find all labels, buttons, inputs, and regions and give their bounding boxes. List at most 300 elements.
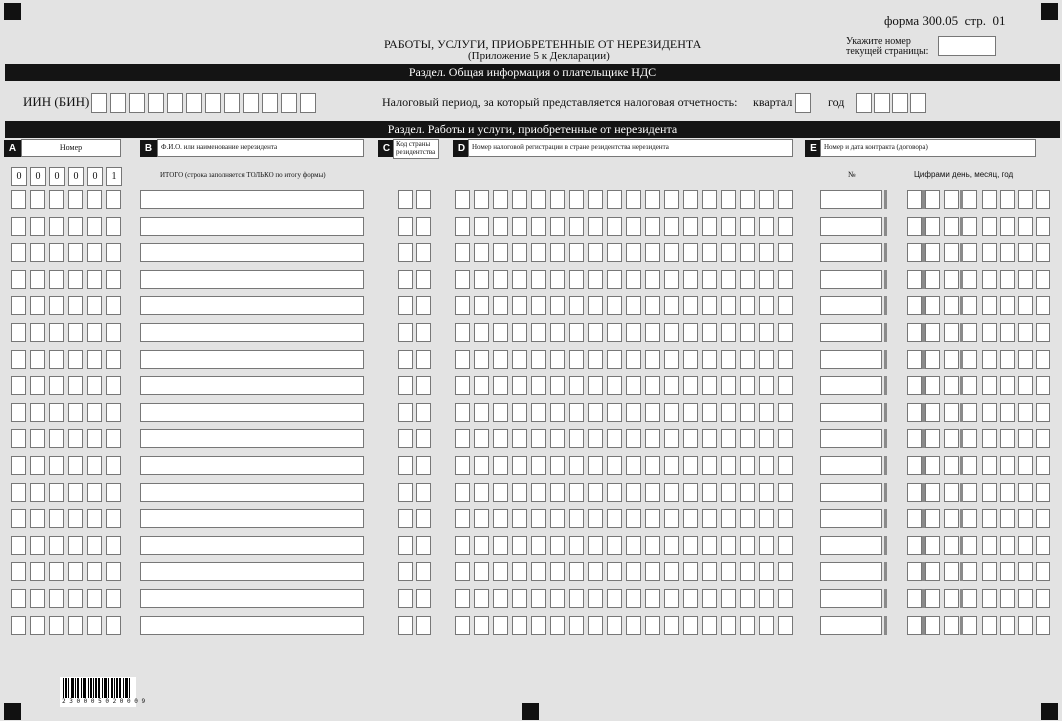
tax-registration-cell[interactable] <box>512 217 527 236</box>
contract-date-cell[interactable] <box>1036 270 1050 289</box>
row-number-cell[interactable] <box>87 270 102 289</box>
tax-registration-cell[interactable] <box>626 217 641 236</box>
contract-date-cell[interactable] <box>925 323 940 342</box>
contract-date-cell[interactable] <box>1036 217 1050 236</box>
tax-registration-cell[interactable] <box>683 429 698 448</box>
country-code-cell[interactable] <box>398 429 413 448</box>
row-number-cell[interactable] <box>87 296 102 315</box>
row-number-cell[interactable] <box>30 270 45 289</box>
contract-date-cell[interactable] <box>1000 270 1015 289</box>
tax-registration-cell[interactable] <box>588 483 603 502</box>
contract-date-cell[interactable] <box>907 270 922 289</box>
contract-date-cell[interactable] <box>1000 190 1015 209</box>
tax-registration-cell[interactable] <box>569 296 584 315</box>
row-number-cell[interactable] <box>30 243 45 262</box>
tax-registration-cell[interactable] <box>664 509 679 528</box>
tax-registration-cell[interactable] <box>531 562 546 581</box>
tax-registration-cell[interactable] <box>512 616 527 635</box>
tax-registration-cell[interactable] <box>626 243 641 262</box>
iin-digit-cell[interactable] <box>129 93 145 113</box>
tax-registration-cell[interactable] <box>474 270 489 289</box>
contract-date-cell[interactable] <box>1018 270 1033 289</box>
contract-date-cell[interactable] <box>1036 190 1050 209</box>
tax-registration-cell[interactable] <box>702 376 717 395</box>
contract-date-cell[interactable] <box>1000 536 1015 555</box>
tax-registration-cell[interactable] <box>645 403 660 422</box>
row-number-cell[interactable] <box>68 350 83 369</box>
contract-date-cell[interactable] <box>962 323 977 342</box>
contract-date-cell[interactable] <box>907 296 922 315</box>
tax-registration-cell[interactable] <box>702 323 717 342</box>
row-number-cell[interactable] <box>87 616 102 635</box>
nonresident-name-input[interactable] <box>140 589 364 608</box>
tax-registration-cell[interactable] <box>683 509 698 528</box>
country-code-cell[interactable] <box>398 270 413 289</box>
contract-date-cell[interactable] <box>925 296 940 315</box>
row-number-cell[interactable] <box>106 536 121 555</box>
row-number-cell[interactable] <box>30 296 45 315</box>
tax-registration-cell[interactable] <box>721 456 736 475</box>
tax-registration-cell[interactable] <box>493 296 508 315</box>
contract-date-cell[interactable] <box>1036 403 1050 422</box>
contract-date-cell[interactable] <box>925 403 940 422</box>
row-number-cell[interactable] <box>49 190 64 209</box>
contract-date-cell[interactable] <box>1018 403 1033 422</box>
tax-registration-cell[interactable] <box>778 616 793 635</box>
row-number-cell[interactable] <box>11 456 26 475</box>
tax-registration-cell[interactable] <box>550 350 565 369</box>
tax-registration-cell[interactable] <box>569 562 584 581</box>
tax-registration-cell[interactable] <box>664 270 679 289</box>
tax-registration-cell[interactable] <box>455 429 470 448</box>
tax-registration-cell[interactable] <box>664 483 679 502</box>
country-code-cell[interactable] <box>416 243 431 262</box>
tax-registration-cell[interactable] <box>569 429 584 448</box>
contract-date-cell[interactable] <box>944 562 959 581</box>
tax-registration-cell[interactable] <box>759 190 774 209</box>
contract-date-cell[interactable] <box>962 270 977 289</box>
tax-registration-cell[interactable] <box>626 323 641 342</box>
country-code-cell[interactable] <box>398 562 413 581</box>
contract-date-cell[interactable] <box>925 536 940 555</box>
row-number-cell[interactable] <box>87 350 102 369</box>
tax-registration-cell[interactable] <box>740 190 755 209</box>
tax-registration-cell[interactable] <box>702 456 717 475</box>
contract-date-cell[interactable] <box>982 217 997 236</box>
nonresident-name-input[interactable] <box>140 190 364 209</box>
tax-registration-cell[interactable] <box>626 483 641 502</box>
contract-date-cell[interactable] <box>962 509 977 528</box>
contract-number-input[interactable] <box>820 217 882 236</box>
row-number-cell[interactable] <box>68 376 83 395</box>
tax-registration-cell[interactable] <box>493 376 508 395</box>
tax-registration-cell[interactable] <box>588 270 603 289</box>
tax-registration-cell[interactable] <box>664 536 679 555</box>
tax-registration-cell[interactable] <box>474 323 489 342</box>
country-code-cell[interactable] <box>416 376 431 395</box>
row-number-cell[interactable] <box>87 243 102 262</box>
tax-registration-cell[interactable] <box>645 376 660 395</box>
contract-date-cell[interactable] <box>925 376 940 395</box>
tax-registration-cell[interactable] <box>683 589 698 608</box>
tax-registration-cell[interactable] <box>626 350 641 369</box>
row-number-cell[interactable] <box>87 456 102 475</box>
tax-registration-cell[interactable] <box>740 243 755 262</box>
tax-registration-cell[interactable] <box>550 296 565 315</box>
tax-registration-cell[interactable] <box>588 190 603 209</box>
contract-number-input[interactable] <box>820 376 882 395</box>
row-number-cell[interactable] <box>11 536 26 555</box>
tax-registration-cell[interactable] <box>778 509 793 528</box>
tax-registration-cell[interactable] <box>588 536 603 555</box>
contract-date-cell[interactable] <box>982 483 997 502</box>
tax-registration-cell[interactable] <box>740 483 755 502</box>
tax-registration-cell[interactable] <box>512 403 527 422</box>
row-number-cell[interactable] <box>49 217 64 236</box>
row-number-cell[interactable] <box>106 323 121 342</box>
row-number-cell[interactable] <box>87 483 102 502</box>
tax-registration-cell[interactable] <box>721 616 736 635</box>
tax-registration-cell[interactable] <box>474 217 489 236</box>
country-code-cell[interactable] <box>398 483 413 502</box>
tax-registration-cell[interactable] <box>474 536 489 555</box>
tax-registration-cell[interactable] <box>702 589 717 608</box>
tax-registration-cell[interactable] <box>531 456 546 475</box>
tax-registration-cell[interactable] <box>607 456 622 475</box>
tax-registration-cell[interactable] <box>512 483 527 502</box>
nonresident-name-input[interactable] <box>140 536 364 555</box>
tax-registration-cell[interactable] <box>512 376 527 395</box>
tax-registration-cell[interactable] <box>683 456 698 475</box>
tax-registration-cell[interactable] <box>778 536 793 555</box>
country-code-cell[interactable] <box>398 350 413 369</box>
iin-digit-cell[interactable] <box>186 93 202 113</box>
tax-registration-cell[interactable] <box>645 217 660 236</box>
contract-date-cell[interactable] <box>1000 483 1015 502</box>
tax-registration-cell[interactable] <box>626 562 641 581</box>
tax-registration-cell[interactable] <box>740 536 755 555</box>
tax-registration-cell[interactable] <box>569 190 584 209</box>
tax-registration-cell[interactable] <box>645 323 660 342</box>
contract-date-cell[interactable] <box>1000 509 1015 528</box>
row-number-cell[interactable] <box>68 323 83 342</box>
tax-registration-cell[interactable] <box>721 376 736 395</box>
contract-date-cell[interactable] <box>982 190 997 209</box>
nonresident-name-input[interactable] <box>140 429 364 448</box>
contract-date-cell[interactable] <box>1018 456 1033 475</box>
tax-registration-cell[interactable] <box>531 217 546 236</box>
tax-registration-cell[interactable] <box>588 350 603 369</box>
contract-date-cell[interactable] <box>1036 483 1050 502</box>
tax-registration-cell[interactable] <box>721 509 736 528</box>
row-number-cell[interactable] <box>30 483 45 502</box>
contract-date-cell[interactable] <box>944 429 959 448</box>
tax-registration-cell[interactable] <box>759 217 774 236</box>
contract-date-cell[interactable] <box>925 190 940 209</box>
row-number-cell[interactable] <box>87 536 102 555</box>
tax-registration-cell[interactable] <box>626 456 641 475</box>
tax-registration-cell[interactable] <box>645 589 660 608</box>
tax-registration-cell[interactable] <box>664 217 679 236</box>
tax-registration-cell[interactable] <box>550 270 565 289</box>
contract-date-cell[interactable] <box>944 350 959 369</box>
row-number-cell[interactable] <box>11 616 26 635</box>
tax-registration-cell[interactable] <box>607 323 622 342</box>
tax-registration-cell[interactable] <box>588 456 603 475</box>
row-number-cell[interactable] <box>68 536 83 555</box>
tax-registration-cell[interactable] <box>531 190 546 209</box>
contract-date-cell[interactable] <box>962 403 977 422</box>
contract-date-cell[interactable] <box>907 350 922 369</box>
tax-registration-cell[interactable] <box>455 483 470 502</box>
tax-registration-cell[interactable] <box>512 270 527 289</box>
tax-registration-cell[interactable] <box>493 323 508 342</box>
iin-digit-cell[interactable] <box>243 93 259 113</box>
tax-registration-cell[interactable] <box>740 456 755 475</box>
tax-registration-cell[interactable] <box>683 562 698 581</box>
contract-date-cell[interactable] <box>944 483 959 502</box>
tax-registration-cell[interactable] <box>607 429 622 448</box>
tax-registration-cell[interactable] <box>493 190 508 209</box>
tax-registration-cell[interactable] <box>455 456 470 475</box>
contract-date-cell[interactable] <box>1036 562 1050 581</box>
tax-registration-cell[interactable] <box>702 217 717 236</box>
contract-date-cell[interactable] <box>944 589 959 608</box>
contract-date-cell[interactable] <box>907 217 922 236</box>
row-number-cell[interactable] <box>87 323 102 342</box>
row-number-cell[interactable] <box>30 616 45 635</box>
row-number-cell[interactable] <box>11 243 26 262</box>
country-code-cell[interactable] <box>416 296 431 315</box>
row-number-cell[interactable] <box>11 376 26 395</box>
row-number-cell[interactable] <box>49 296 64 315</box>
contract-date-cell[interactable] <box>962 483 977 502</box>
tax-registration-cell[interactable] <box>474 429 489 448</box>
contract-date-cell[interactable] <box>1000 296 1015 315</box>
tax-registration-cell[interactable] <box>531 350 546 369</box>
tax-registration-cell[interactable] <box>531 589 546 608</box>
tax-registration-cell[interactable] <box>740 323 755 342</box>
tax-registration-cell[interactable] <box>778 350 793 369</box>
row-number-cell[interactable] <box>30 350 45 369</box>
row-number-cell[interactable] <box>106 270 121 289</box>
tax-registration-cell[interactable] <box>493 536 508 555</box>
row-number-cell[interactable] <box>11 323 26 342</box>
tax-registration-cell[interactable] <box>512 350 527 369</box>
tax-registration-cell[interactable] <box>721 589 736 608</box>
nonresident-name-input[interactable] <box>140 456 364 475</box>
row-number-cell[interactable] <box>68 243 83 262</box>
tax-registration-cell[interactable] <box>664 296 679 315</box>
contract-date-cell[interactable] <box>907 456 922 475</box>
row-number-cell[interactable] <box>30 376 45 395</box>
contract-date-cell[interactable] <box>944 403 959 422</box>
tax-registration-cell[interactable] <box>778 217 793 236</box>
tax-registration-cell[interactable] <box>512 429 527 448</box>
contract-date-cell[interactable] <box>944 536 959 555</box>
tax-registration-cell[interactable] <box>550 190 565 209</box>
contract-date-cell[interactable] <box>925 562 940 581</box>
contract-number-input[interactable] <box>820 270 882 289</box>
row-number-cell[interactable] <box>106 217 121 236</box>
country-code-cell[interactable] <box>398 323 413 342</box>
contract-date-cell[interactable] <box>907 536 922 555</box>
tax-registration-cell[interactable] <box>588 323 603 342</box>
tax-registration-cell[interactable] <box>455 616 470 635</box>
tax-registration-cell[interactable] <box>512 562 527 581</box>
tax-registration-cell[interactable] <box>721 483 736 502</box>
row-number-cell[interactable] <box>68 616 83 635</box>
country-code-cell[interactable] <box>398 456 413 475</box>
contract-date-cell[interactable] <box>1018 190 1033 209</box>
contract-date-cell[interactable] <box>982 350 997 369</box>
tax-registration-cell[interactable] <box>740 589 755 608</box>
tax-registration-cell[interactable] <box>531 376 546 395</box>
iin-digit-cell[interactable] <box>281 93 297 113</box>
tax-registration-cell[interactable] <box>721 323 736 342</box>
tax-registration-cell[interactable] <box>702 243 717 262</box>
tax-registration-cell[interactable] <box>588 217 603 236</box>
country-code-cell[interactable] <box>398 296 413 315</box>
tax-registration-cell[interactable] <box>531 483 546 502</box>
contract-date-cell[interactable] <box>944 456 959 475</box>
tax-registration-cell[interactable] <box>569 403 584 422</box>
row-number-cell[interactable] <box>49 456 64 475</box>
contract-date-cell[interactable] <box>1018 296 1033 315</box>
tax-registration-cell[interactable] <box>493 509 508 528</box>
tax-registration-cell[interactable] <box>531 509 546 528</box>
country-code-cell[interactable] <box>416 217 431 236</box>
tax-registration-cell[interactable] <box>474 509 489 528</box>
tax-registration-cell[interactable] <box>645 509 660 528</box>
contract-date-cell[interactable] <box>1018 429 1033 448</box>
row-number-cell[interactable] <box>106 296 121 315</box>
row-number-cell[interactable] <box>68 190 83 209</box>
row-number-cell[interactable] <box>106 350 121 369</box>
tax-registration-cell[interactable] <box>607 589 622 608</box>
tax-registration-cell[interactable] <box>455 376 470 395</box>
tax-registration-cell[interactable] <box>721 350 736 369</box>
tax-registration-cell[interactable] <box>474 350 489 369</box>
contract-number-input[interactable] <box>820 562 882 581</box>
row-number-cell[interactable] <box>106 243 121 262</box>
iin-digit-cell[interactable] <box>205 93 221 113</box>
row-number-cell[interactable] <box>30 589 45 608</box>
contract-date-cell[interactable] <box>1018 483 1033 502</box>
country-code-cell[interactable] <box>398 536 413 555</box>
tax-registration-cell[interactable] <box>740 270 755 289</box>
country-code-cell[interactable] <box>416 536 431 555</box>
tax-registration-cell[interactable] <box>474 483 489 502</box>
tax-registration-cell[interactable] <box>569 456 584 475</box>
row-number-cell[interactable] <box>11 589 26 608</box>
contract-date-cell[interactable] <box>944 190 959 209</box>
tax-registration-cell[interactable] <box>550 562 565 581</box>
row-number-cell[interactable] <box>68 589 83 608</box>
page-number-input[interactable] <box>938 36 996 56</box>
tax-registration-cell[interactable] <box>550 429 565 448</box>
tax-registration-cell[interactable] <box>512 509 527 528</box>
tax-registration-cell[interactable] <box>683 536 698 555</box>
contract-date-cell[interactable] <box>982 243 997 262</box>
tax-registration-cell[interactable] <box>550 509 565 528</box>
tax-registration-cell[interactable] <box>550 589 565 608</box>
tax-registration-cell[interactable] <box>531 616 546 635</box>
tax-registration-cell[interactable] <box>702 270 717 289</box>
row-number-cell[interactable] <box>106 509 121 528</box>
tax-registration-cell[interactable] <box>702 350 717 369</box>
tax-registration-cell[interactable] <box>588 589 603 608</box>
country-code-cell[interactable] <box>398 616 413 635</box>
tax-registration-cell[interactable] <box>645 243 660 262</box>
tax-registration-cell[interactable] <box>512 589 527 608</box>
row-number-cell[interactable] <box>106 616 121 635</box>
year-digit-cell[interactable] <box>874 93 890 113</box>
row-number-cell[interactable] <box>68 456 83 475</box>
tax-registration-cell[interactable] <box>683 376 698 395</box>
contract-date-cell[interactable] <box>1036 350 1050 369</box>
tax-registration-cell[interactable] <box>512 536 527 555</box>
tax-registration-cell[interactable] <box>778 456 793 475</box>
tax-registration-cell[interactable] <box>759 509 774 528</box>
contract-date-cell[interactable] <box>925 350 940 369</box>
tax-registration-cell[interactable] <box>721 270 736 289</box>
tax-registration-cell[interactable] <box>455 296 470 315</box>
tax-registration-cell[interactable] <box>588 562 603 581</box>
tax-registration-cell[interactable] <box>645 616 660 635</box>
contract-date-cell[interactable] <box>1036 429 1050 448</box>
row-number-cell[interactable] <box>49 429 64 448</box>
row-number-cell[interactable] <box>30 403 45 422</box>
contract-date-cell[interactable] <box>907 376 922 395</box>
row-number-cell[interactable] <box>106 562 121 581</box>
contract-date-cell[interactable] <box>944 509 959 528</box>
contract-date-cell[interactable] <box>907 429 922 448</box>
tax-registration-cell[interactable] <box>626 429 641 448</box>
contract-date-cell[interactable] <box>982 270 997 289</box>
contract-date-cell[interactable] <box>944 376 959 395</box>
tax-registration-cell[interactable] <box>664 562 679 581</box>
tax-registration-cell[interactable] <box>455 323 470 342</box>
contract-date-cell[interactable] <box>982 536 997 555</box>
contract-date-cell[interactable] <box>1000 456 1015 475</box>
contract-date-cell[interactable] <box>1036 323 1050 342</box>
contract-date-cell[interactable] <box>907 616 922 635</box>
contract-date-cell[interactable] <box>982 296 997 315</box>
tax-registration-cell[interactable] <box>569 616 584 635</box>
tax-registration-cell[interactable] <box>569 323 584 342</box>
tax-registration-cell[interactable] <box>740 296 755 315</box>
row-number-cell[interactable] <box>49 350 64 369</box>
contract-date-cell[interactable] <box>907 483 922 502</box>
tax-registration-cell[interactable] <box>778 403 793 422</box>
contract-date-cell[interactable] <box>1018 243 1033 262</box>
row-number-cell[interactable] <box>11 296 26 315</box>
tax-registration-cell[interactable] <box>759 296 774 315</box>
country-code-cell[interactable] <box>416 190 431 209</box>
tax-registration-cell[interactable] <box>645 536 660 555</box>
tax-registration-cell[interactable] <box>759 350 774 369</box>
tax-registration-cell[interactable] <box>683 323 698 342</box>
contract-date-cell[interactable] <box>1036 376 1050 395</box>
tax-registration-cell[interactable] <box>512 456 527 475</box>
nonresident-name-input[interactable] <box>140 270 364 289</box>
tax-registration-cell[interactable] <box>550 403 565 422</box>
row-number-cell[interactable] <box>11 270 26 289</box>
tax-registration-cell[interactable] <box>588 296 603 315</box>
row-number-cell[interactable] <box>87 190 102 209</box>
nonresident-name-input[interactable] <box>140 217 364 236</box>
